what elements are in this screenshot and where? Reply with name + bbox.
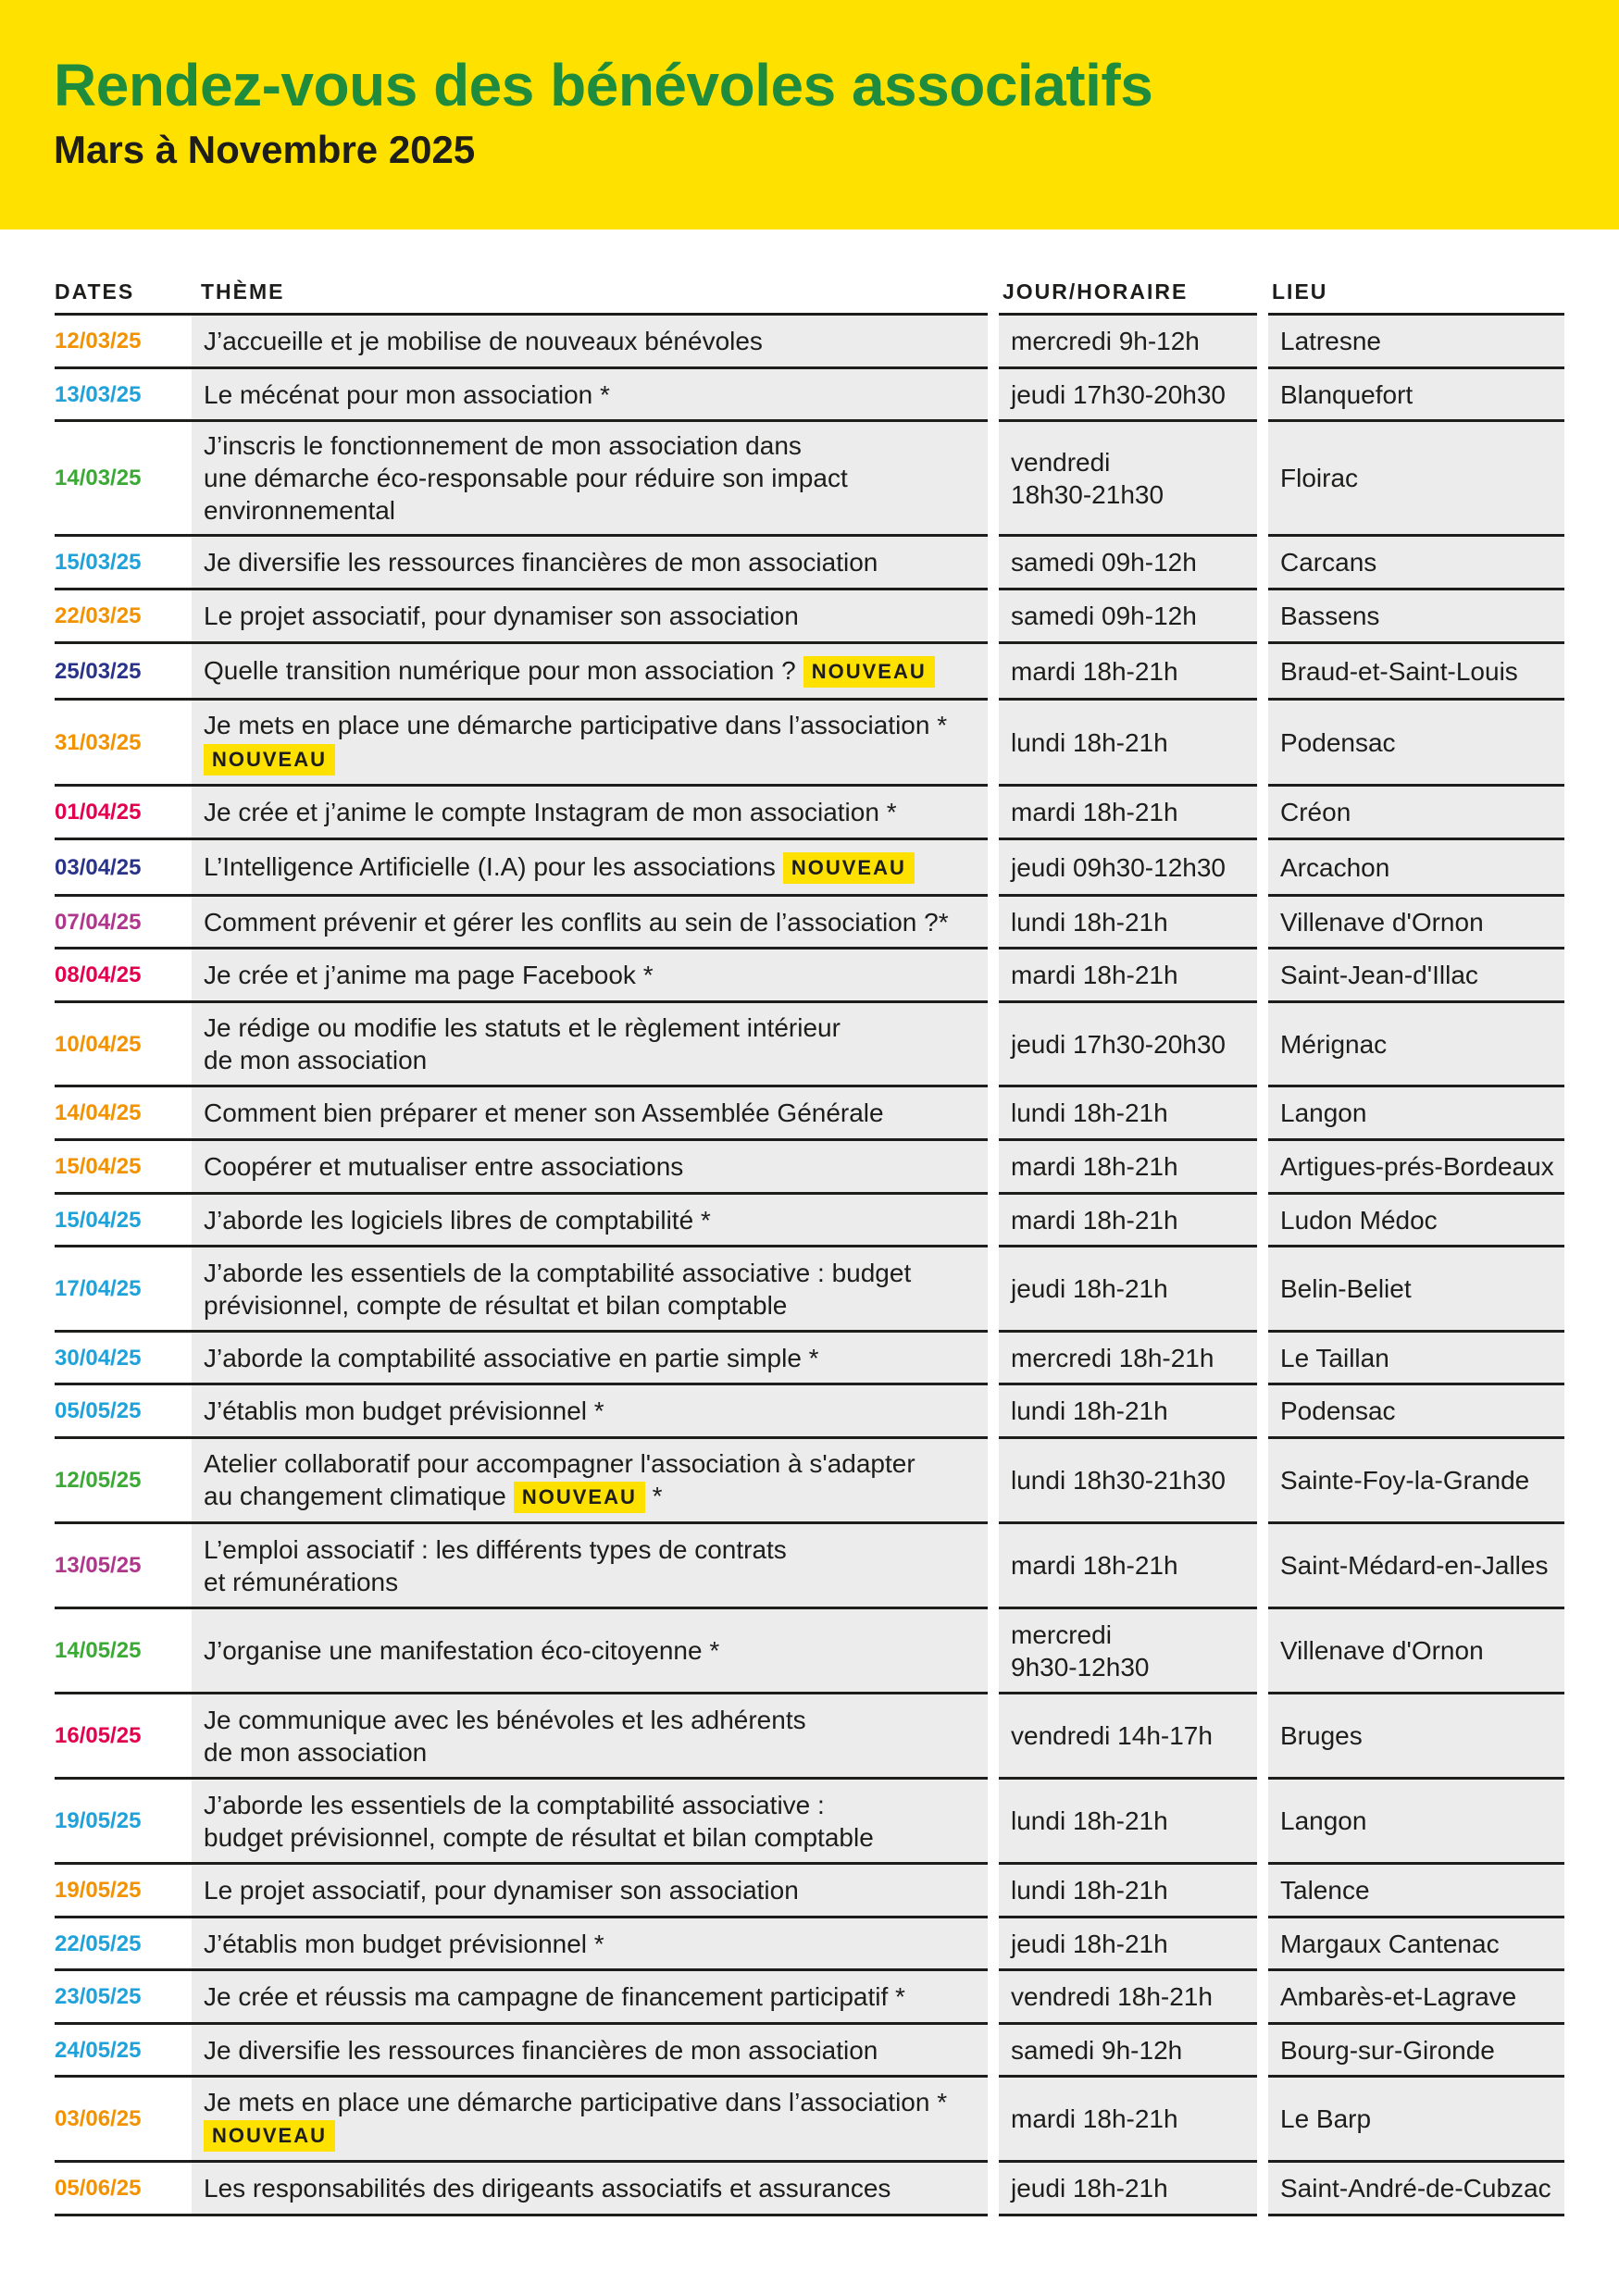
row-place: Mérignac bbox=[1263, 1002, 1564, 1086]
row-time: mercredi 18h-21h bbox=[993, 1332, 1263, 1384]
table-row bbox=[55, 421, 1564, 536]
row-place: Podensac bbox=[1263, 700, 1564, 786]
row-theme bbox=[192, 700, 993, 786]
row-theme bbox=[192, 1917, 993, 1970]
row-theme bbox=[192, 1384, 993, 1438]
table-row bbox=[55, 1247, 1564, 1332]
row-theme-text: Comment prévenir et gérer les conflits au sein de l’association ?* bbox=[204, 907, 949, 937]
row-theme-text: Coopérer et mutualiser entre associations bbox=[204, 1152, 684, 1181]
table-row bbox=[55, 590, 1564, 643]
row-place: Bassens bbox=[1263, 590, 1564, 643]
table-row bbox=[55, 1086, 1564, 1140]
row-theme-text: Je diversifie les ressources financières de mon association bbox=[204, 548, 878, 577]
row-time: samedi 9h-12h bbox=[993, 2024, 1263, 2077]
table-row bbox=[55, 1002, 1564, 1086]
table-row bbox=[55, 1438, 1564, 1523]
row-theme bbox=[192, 315, 993, 368]
row-theme bbox=[192, 1779, 993, 1864]
table-row bbox=[55, 896, 1564, 949]
row-time: vendredi 18h30-21h30 bbox=[993, 421, 1263, 536]
row-theme bbox=[192, 1194, 993, 1247]
row-theme-text: J’organise une manifestation éco-citoyenne * bbox=[204, 1636, 720, 1665]
row-theme-text: L’Intelligence Artificielle (I.A) pour les associations bbox=[204, 851, 776, 881]
row-date: 31/03/25 bbox=[55, 700, 192, 786]
row-place: Braud-et-Saint-Louis bbox=[1263, 643, 1564, 700]
row-theme-text: Je mets en place une démarche participative dans l’association * bbox=[204, 711, 948, 740]
row-theme-text: J’accueille et je mobilise de nouveaux bénévoles bbox=[204, 327, 763, 355]
table-row bbox=[55, 1194, 1564, 1247]
row-date: 24/05/25 bbox=[55, 2024, 192, 2077]
row-theme bbox=[192, 2162, 993, 2215]
row-theme-text: L’emploi associatif : les différents types de contrats et rémunérations bbox=[204, 1534, 787, 1596]
row-theme bbox=[192, 839, 993, 896]
row-place: Sainte-Foy-la-Grande bbox=[1263, 1438, 1564, 1523]
row-theme bbox=[192, 590, 993, 643]
row-theme bbox=[192, 1332, 993, 1384]
row-theme bbox=[192, 536, 993, 590]
table-header-row bbox=[55, 270, 1564, 315]
row-date: 15/04/25 bbox=[55, 1194, 192, 1247]
row-place: Bourg-sur-Gironde bbox=[1263, 2024, 1564, 2077]
row-time: lundi 18h-21h bbox=[993, 1864, 1263, 1917]
row-date: 30/04/25 bbox=[55, 1332, 192, 1384]
row-theme bbox=[192, 1002, 993, 1086]
row-time: jeudi 18h-21h bbox=[993, 1917, 1263, 1970]
nouveau-badge: NOUVEAU bbox=[204, 2120, 335, 2152]
row-time: mardi 18h-21h bbox=[993, 786, 1263, 839]
row-date: 08/04/25 bbox=[55, 949, 192, 1002]
row-time: jeudi 18h-21h bbox=[993, 1247, 1263, 1332]
table-row bbox=[55, 1864, 1564, 1917]
row-date: 10/04/25 bbox=[55, 1002, 192, 1086]
row-place: Langon bbox=[1263, 1086, 1564, 1140]
row-place: Saint-Jean-d'Illac bbox=[1263, 949, 1564, 1002]
row-date: 23/05/25 bbox=[55, 1970, 192, 2024]
row-place: Bruges bbox=[1263, 1694, 1564, 1779]
table-row bbox=[55, 2162, 1564, 2215]
row-date: 22/05/25 bbox=[55, 1917, 192, 1970]
row-date: 12/05/25 bbox=[55, 1438, 192, 1523]
row-time: jeudi 09h30-12h30 bbox=[993, 839, 1263, 896]
page-subtitle: Mars à Novembre 2025 bbox=[54, 128, 476, 171]
row-date: 07/04/25 bbox=[55, 896, 192, 949]
row-date: 25/03/25 bbox=[55, 643, 192, 700]
row-date: 22/03/25 bbox=[55, 590, 192, 643]
row-time: jeudi 17h30-20h30 bbox=[993, 1002, 1263, 1086]
row-date: 19/05/25 bbox=[55, 1779, 192, 1864]
row-time: jeudi 17h30-20h30 bbox=[993, 368, 1263, 421]
page-header bbox=[0, 0, 1619, 230]
page-title: Rendez-vous des bénévoles associatifs bbox=[54, 52, 1153, 118]
table-row bbox=[55, 315, 1564, 368]
row-theme bbox=[192, 949, 993, 1002]
row-theme bbox=[192, 1438, 993, 1523]
table-body bbox=[55, 315, 1564, 2215]
row-time: mardi 18h-21h bbox=[993, 2077, 1263, 2162]
row-time: lundi 18h30-21h30 bbox=[993, 1438, 1263, 1523]
row-date: 13/05/25 bbox=[55, 1523, 192, 1608]
row-theme bbox=[192, 643, 993, 700]
column-header-dates: DATES bbox=[55, 270, 192, 315]
row-theme bbox=[192, 896, 993, 949]
table-row bbox=[55, 1332, 1564, 1384]
row-theme bbox=[192, 1086, 993, 1140]
nouveau-badge: NOUVEAU bbox=[783, 852, 915, 884]
column-header-place: LIEU bbox=[1263, 270, 1564, 315]
table-row bbox=[55, 1608, 1564, 1694]
row-date: 14/04/25 bbox=[55, 1086, 192, 1140]
row-date: 14/05/25 bbox=[55, 1608, 192, 1694]
row-time: vendredi 14h-17h bbox=[993, 1694, 1263, 1779]
row-theme-text: Atelier collaboratif pour accompagner l'association à s'adapter au changement climatique bbox=[204, 1448, 915, 1510]
row-place: Latresne bbox=[1263, 315, 1564, 368]
row-theme-text: Je mets en place une démarche participative dans l’association * bbox=[204, 2087, 948, 2116]
column-header-theme: THÈME bbox=[192, 270, 993, 315]
row-theme bbox=[192, 2024, 993, 2077]
row-time: vendredi 18h-21h bbox=[993, 1970, 1263, 2024]
row-time: mardi 18h-21h bbox=[993, 1140, 1263, 1194]
table-row bbox=[55, 2077, 1564, 2162]
row-time: samedi 09h-12h bbox=[993, 536, 1263, 590]
row-place: Carcans bbox=[1263, 536, 1564, 590]
row-place: Talence bbox=[1263, 1864, 1564, 1917]
schedule-table bbox=[55, 270, 1564, 2216]
row-date: 13/03/25 bbox=[55, 368, 192, 421]
table-row bbox=[55, 1523, 1564, 1608]
row-date: 15/04/25 bbox=[55, 1140, 192, 1194]
row-theme-suffix: * bbox=[644, 1481, 663, 1510]
table-row bbox=[55, 1779, 1564, 1864]
row-place: Le Barp bbox=[1263, 2077, 1564, 2162]
row-theme-text: J’établis mon budget prévisionnel * bbox=[204, 1929, 604, 1958]
row-place: Margaux Cantenac bbox=[1263, 1917, 1564, 1970]
row-place: Artigues-prés-Bordeaux bbox=[1263, 1140, 1564, 1194]
row-place: Ambarès-et-Lagrave bbox=[1263, 1970, 1564, 2024]
table-row bbox=[55, 1917, 1564, 1970]
row-theme-text: Je crée et j’anime le compte Instagram de mon association * bbox=[204, 798, 897, 826]
row-place: Podensac bbox=[1263, 1384, 1564, 1438]
row-theme-text: Les responsabilités des dirigeants associatifs et assurances bbox=[204, 2174, 891, 2203]
row-time: samedi 09h-12h bbox=[993, 590, 1263, 643]
table-row bbox=[55, 368, 1564, 421]
table-row bbox=[55, 1970, 1564, 2024]
row-date: 15/03/25 bbox=[55, 536, 192, 590]
row-place: Arcachon bbox=[1263, 839, 1564, 896]
row-theme-text: Je diversifie les ressources financières de mon association bbox=[204, 2035, 878, 2065]
row-theme bbox=[192, 1970, 993, 2024]
column-header-time: JOUR/HORAIRE bbox=[993, 270, 1263, 315]
row-place: Belin-Beliet bbox=[1263, 1247, 1564, 1332]
table-row bbox=[55, 1140, 1564, 1194]
row-time: mercredi 9h-12h bbox=[993, 315, 1263, 368]
row-theme-text: Le projet associatif, pour dynamiser son association bbox=[204, 602, 799, 630]
row-date: 05/06/25 bbox=[55, 2162, 192, 2215]
row-place: Blanquefort bbox=[1263, 368, 1564, 421]
row-theme bbox=[192, 368, 993, 421]
row-theme bbox=[192, 1608, 993, 1694]
row-theme bbox=[192, 1864, 993, 1917]
nouveau-badge: NOUVEAU bbox=[514, 1482, 645, 1513]
row-theme-text: Je crée et réussis ma campagne de financement participatif * bbox=[204, 1982, 905, 2011]
row-place: Le Taillan bbox=[1263, 1332, 1564, 1384]
row-theme-text: Quelle transition numérique pour mon association ? bbox=[204, 655, 796, 685]
row-theme-text: Je communique avec les bénévoles et les adhérents de mon association bbox=[204, 1705, 806, 1767]
row-date: 14/03/25 bbox=[55, 421, 192, 536]
row-place: Saint-André-de-Cubzac bbox=[1263, 2162, 1564, 2215]
row-time: mardi 18h-21h bbox=[993, 1194, 1263, 1247]
row-place: Saint-Médard-en-Jalles bbox=[1263, 1523, 1564, 1608]
row-theme-text: J’aborde les logiciels libres de comptabilité * bbox=[204, 1205, 711, 1235]
table-row bbox=[55, 949, 1564, 1002]
row-theme-text: J’aborde les essentiels de la comptabilité associative : budget prévisionnel, compte de résultat et bilan comptable bbox=[204, 1790, 874, 1852]
row-place: Créon bbox=[1263, 786, 1564, 839]
row-place: Villenave d'Ornon bbox=[1263, 1608, 1564, 1694]
row-place: Ludon Médoc bbox=[1263, 1194, 1564, 1247]
table-row bbox=[55, 1384, 1564, 1438]
row-time: lundi 18h-21h bbox=[993, 896, 1263, 949]
row-theme-text: Je rédige ou modifie les statuts et le règlement intérieur de mon association bbox=[204, 1013, 841, 1074]
row-theme-text: J’aborde la comptabilité associative en partie simple * bbox=[204, 1343, 819, 1372]
schedule-table-wrapper bbox=[55, 270, 1564, 2216]
row-theme-text: Comment bien préparer et mener son Assemblée Générale bbox=[204, 1098, 884, 1127]
row-time: mardi 18h-21h bbox=[993, 1523, 1263, 1608]
row-theme bbox=[192, 1694, 993, 1779]
row-place: Langon bbox=[1263, 1779, 1564, 1864]
table-row bbox=[55, 1694, 1564, 1779]
row-date: 05/05/25 bbox=[55, 1384, 192, 1438]
row-theme bbox=[192, 1140, 993, 1194]
table-row bbox=[55, 786, 1564, 839]
row-time: mardi 18h-21h bbox=[993, 949, 1263, 1002]
row-theme-text: J’établis mon budget prévisionnel * bbox=[204, 1396, 604, 1425]
row-time: lundi 18h-21h bbox=[993, 700, 1263, 786]
table-row bbox=[55, 2024, 1564, 2077]
row-date: 01/04/25 bbox=[55, 786, 192, 839]
row-time: lundi 18h-21h bbox=[993, 1384, 1263, 1438]
row-place: Villenave d'Ornon bbox=[1263, 896, 1564, 949]
row-theme-text: Le projet associatif, pour dynamiser son association bbox=[204, 1876, 799, 1905]
row-place: Floirac bbox=[1263, 421, 1564, 536]
table-row bbox=[55, 643, 1564, 700]
row-theme-text: Je crée et j’anime ma page Facebook * bbox=[204, 961, 654, 989]
table-row bbox=[55, 839, 1564, 896]
row-date: 16/05/25 bbox=[55, 1694, 192, 1779]
row-theme bbox=[192, 786, 993, 839]
row-time: mercredi 9h30-12h30 bbox=[993, 1608, 1263, 1694]
row-time: mardi 18h-21h bbox=[993, 643, 1263, 700]
row-time: lundi 18h-21h bbox=[993, 1779, 1263, 1864]
row-date: 17/04/25 bbox=[55, 1247, 192, 1332]
row-date: 19/05/25 bbox=[55, 1864, 192, 1917]
row-date: 03/04/25 bbox=[55, 839, 192, 896]
row-theme-text: J’aborde les essentiels de la comptabilité associative : budget prévisionnel, compte de résultat et bilan comptable bbox=[204, 1258, 912, 1320]
row-theme-text: J’inscris le fonctionnement de mon association dans une démarche éco-responsable pour réduire son impact environnemental bbox=[204, 431, 848, 525]
row-time: lundi 18h-21h bbox=[993, 1086, 1263, 1140]
table-row bbox=[55, 536, 1564, 590]
row-date: 12/03/25 bbox=[55, 315, 192, 368]
row-theme-text: Le mécénat pour mon association * bbox=[204, 379, 610, 409]
row-theme bbox=[192, 2077, 993, 2162]
row-theme bbox=[192, 1523, 993, 1608]
row-date: 03/06/25 bbox=[55, 2077, 192, 2162]
table-row bbox=[55, 700, 1564, 786]
nouveau-badge: NOUVEAU bbox=[803, 656, 935, 688]
row-time: jeudi 18h-21h bbox=[993, 2162, 1263, 2215]
row-theme bbox=[192, 1247, 993, 1332]
nouveau-badge: NOUVEAU bbox=[204, 744, 335, 776]
row-theme bbox=[192, 421, 993, 536]
